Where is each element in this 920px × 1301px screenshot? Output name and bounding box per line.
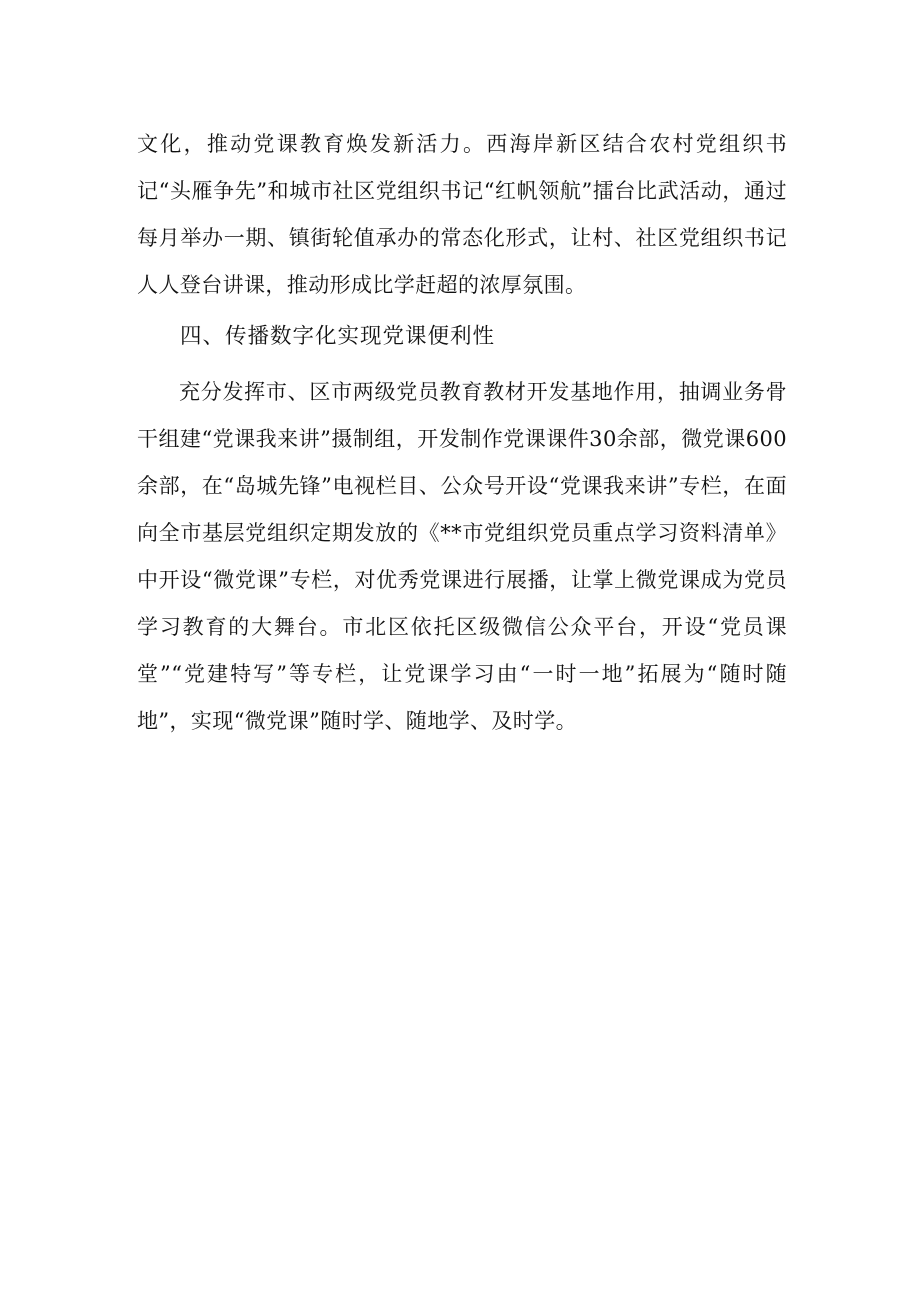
body-paragraph-continued: 文化，推动党课教育焕发新活力。西海岸新区结合农村党组织书记“头雁争先”和城市社区党组织书记“红帆领航”擂台比武活动，通过每月举办一期、镇街轮值承办的常态化形式，让村、社区党组织书记人人登台讲课，推动形成比学赶超的浓厚氛围。: [137, 132, 787, 297]
body-paragraph: 充分发挥市、区市两级党员教育教材开发基地作用，抽调业务骨干组建“党课我来讲”摄制组，开发制作党课课件30余部，微党课600余部，在“岛城先锋”电视栏目、公众号开设“党课我来讲”专栏，在面向全市基层党组织定期发放的《**市党组织党员重点学习资料清单》中开设“微党课”专栏，对优秀党课进行展播，让掌上微党课成为党员学习教育的大舞台。市北区依托区级微信公众平台，开设“党员课堂”“党建特写”等专栏，让党课学习由“一时一地”拓展为“随时随地”，实现“微党课”随时学、随地学、及时学。: [137, 380, 787, 733]
section-heading: 四、传播数字化实现党课便利性: [180, 324, 496, 349]
document-body: [137, 121, 787, 745]
